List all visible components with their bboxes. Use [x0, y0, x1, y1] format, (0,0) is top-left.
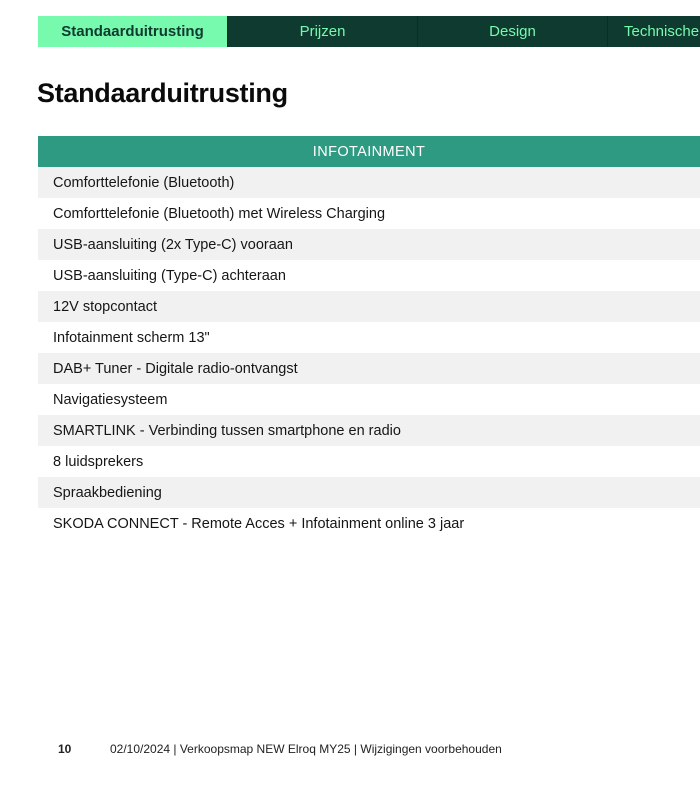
table-row: 8 luidsprekers	[38, 446, 700, 477]
tab-standaarduitrusting[interactable]: Standaarduitrusting	[38, 16, 228, 47]
tab-technische[interactable]: Technische	[608, 16, 700, 47]
table-row: DAB+ Tuner - Digitale radio-ontvangst	[38, 353, 700, 384]
table-row: Comforttelefonie (Bluetooth) met Wireless Charging	[38, 198, 700, 229]
table-row: SMARTLINK - Verbinding tussen smartphone en radio	[38, 415, 700, 446]
table-row: SKODA CONNECT - Remote Acces + Infotainment online 3 jaar	[38, 508, 700, 539]
table-row: Infotainment scherm 13"	[38, 322, 700, 353]
footer-text: 02/10/2024 | Verkoopsmap NEW Elroq MY25 | Wijzigingen voorbehouden	[110, 742, 502, 756]
table-row: USB-aansluiting (Type-C) achteraan	[38, 260, 700, 291]
table-row: Navigatiesysteem	[38, 384, 700, 415]
tab-prijzen[interactable]: Prijzen	[228, 16, 418, 47]
table-rows	[38, 167, 700, 539]
equipment-table	[38, 136, 700, 539]
section-tabs	[38, 16, 700, 47]
page-number: 10	[58, 742, 72, 756]
page-footer	[58, 742, 502, 756]
page-title: Standaarduitrusting	[37, 78, 288, 108]
table-row: USB-aansluiting (2x Type-C) vooraan	[38, 229, 700, 260]
table-row: Spraakbediening	[38, 477, 700, 508]
table-row: Comforttelefonie (Bluetooth)	[38, 167, 700, 198]
table-row: 12V stopcontact	[38, 291, 700, 322]
tab-design[interactable]: Design	[418, 16, 608, 47]
table-section-header: INFOTAINMENT	[38, 136, 700, 167]
